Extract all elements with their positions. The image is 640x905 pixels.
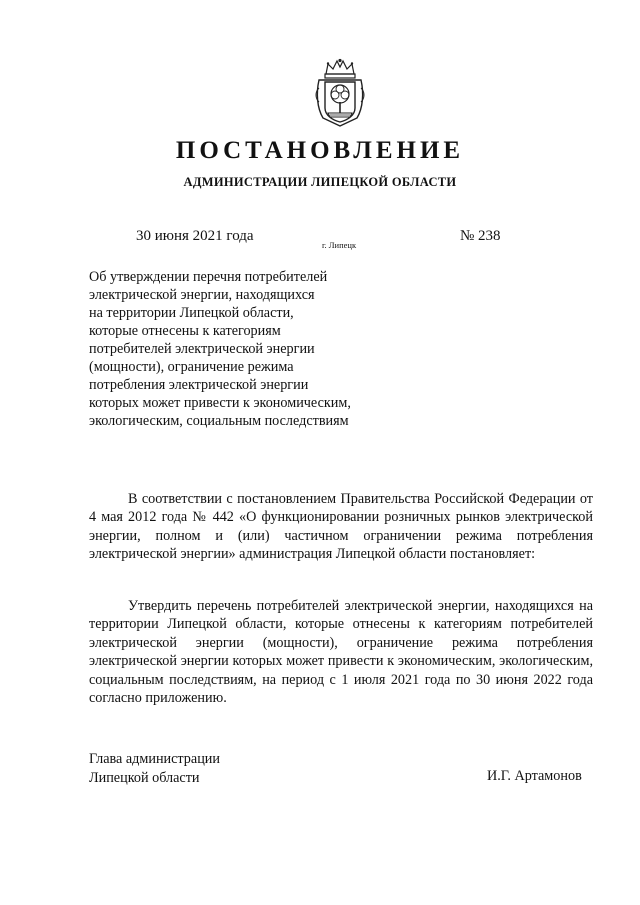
document-city: г. Липецк bbox=[322, 240, 357, 250]
resolution-paragraph: Утвердить перечень потребителей электрической энергии, находящихся на территории Липецкой области, которые отнесены к категориям потребителей электрической энергии (мощности), ограничение режима потребления электрической энергии которых может привести к экономическим, экологическим, социальным последствиям, на период с 1 июля 2021 года по 30 июня 2022 года согласно приложению. bbox=[89, 598, 593, 707]
coat-of-arms-icon bbox=[313, 58, 367, 128]
subject-line: которые отнесены к категориям bbox=[89, 323, 281, 339]
subject-line: экологическим, социальным последствиям bbox=[89, 413, 349, 429]
subject-line: (мощности), ограничение режима bbox=[89, 359, 294, 375]
signer-position-line: Липецкой области bbox=[89, 769, 200, 786]
document-subject bbox=[89, 268, 409, 430]
signer-position bbox=[89, 750, 220, 787]
subject-line: электрической энергии, находящихся bbox=[89, 287, 315, 303]
subject-line: потребителей электрической энергии bbox=[89, 341, 315, 357]
subject-line: на территории Липецкой области, bbox=[89, 305, 294, 321]
document-date: 30 июня 2021 года bbox=[136, 228, 254, 244]
document-title: ПОСТАНОВЛЕНИЕ bbox=[175, 137, 465, 164]
document-number: № 238 bbox=[460, 228, 501, 244]
subject-line: Об утверждении перечня потребителей bbox=[89, 269, 328, 285]
preamble-paragraph: В соответствии с постановлением Правительства Российской Федерации от 4 мая 2012 года № 442 «О функционировании розничных рынков электрической энергии, полном и (или) частичном ограничении режима потребления электрической энергии» администрация Липецкой области постановляет: bbox=[89, 491, 593, 563]
signer-position-line: Глава администрации bbox=[89, 751, 220, 767]
subject-line: потребления электрической энергии bbox=[89, 377, 309, 393]
signer-name: И.Г. Артамонов bbox=[487, 768, 582, 784]
issuing-authority: АДМИНИСТРАЦИИ ЛИПЕЦКОЙ ОБЛАСТИ bbox=[183, 175, 457, 189]
subject-line: которых может привести к экономическим, bbox=[89, 395, 351, 411]
